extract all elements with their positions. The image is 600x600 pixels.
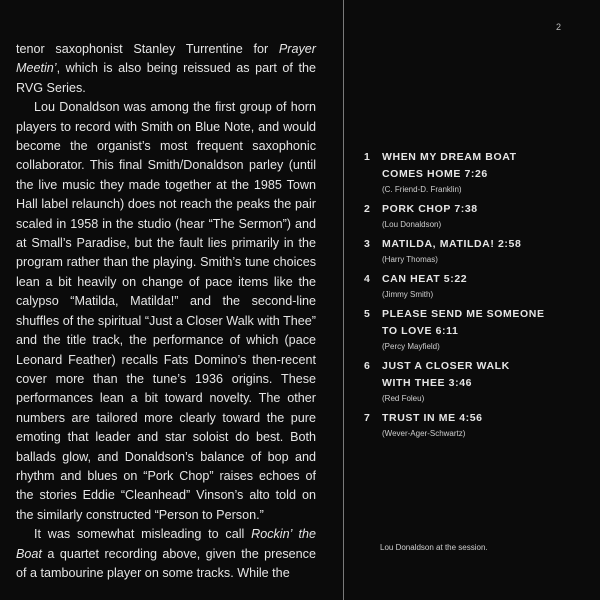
track-number: 2 (364, 203, 370, 215)
track-composer-credit: (Lou Donaldson) (382, 220, 442, 229)
tracklist (364, 149, 594, 445)
track-title-line: MATILDA, MATILDA! 2:58 (382, 238, 522, 250)
track-title (382, 271, 594, 288)
track-number: 3 (364, 238, 370, 250)
track-number: 5 (364, 308, 370, 320)
text-run: , which is also being reissued as part of the RVG Series. (16, 61, 316, 95)
italic-title-run: Prayer Meetin’ (16, 42, 316, 76)
track-title-line: TO LOVE 6:11 (382, 325, 459, 337)
track-title (382, 201, 594, 218)
track-item (364, 410, 594, 440)
text-run: tenor saxophonist Stanley Turrentine for (16, 42, 279, 56)
track-title (382, 306, 594, 340)
essay-paragraph (16, 40, 316, 98)
liner-notes-essay (16, 40, 316, 583)
track-title-line: PLEASE SEND ME SOMEONE (382, 308, 545, 320)
track-item (364, 236, 594, 266)
track-composer-credit: (Harry Thomas) (382, 255, 438, 264)
track-number: 6 (364, 360, 370, 372)
track-number: 1 (364, 151, 370, 163)
track-item (364, 201, 594, 231)
essay-paragraph (16, 98, 316, 525)
track-title-line: TRUST IN ME 4:56 (382, 412, 483, 424)
text-run: a quartet recording above, given the presence of a tambourine player on some tracks. While the (16, 546, 316, 580)
track-composer-credit: (Wever-Ager-Schwartz) (382, 429, 466, 438)
photo-caption: Lou Donaldson at the session. (380, 543, 488, 552)
track-item (364, 271, 594, 301)
text-run: It was somewhat misleading to call (34, 527, 252, 542)
track-title-line: JUST A CLOSER WALK (382, 360, 510, 372)
track-title (382, 358, 594, 392)
track-composer-credit: (C. Friend-D. Franklin) (382, 185, 462, 194)
track-item (364, 306, 594, 353)
track-title-line: PORK CHOP 7:38 (382, 203, 478, 215)
column-divider (343, 0, 344, 600)
italic-title-run: Rockin’ the Boat (16, 527, 316, 561)
track-title-line: CAN HEAT 5:22 (382, 273, 468, 285)
track-title-line: COMES HOME 7:26 (382, 168, 488, 180)
track-item (364, 149, 594, 196)
essay-paragraph (16, 525, 316, 583)
track-title (382, 410, 594, 427)
track-item (364, 358, 594, 405)
track-number: 4 (364, 273, 370, 285)
track-title (382, 149, 594, 183)
track-composer-credit: (Red Foleu) (382, 394, 425, 403)
page-mark: 2 (556, 22, 562, 32)
text-run: Lou Donaldson was among the first group of horn players to record with Smith on Blue Note, and would become the organist’s most frequent saxophonic collaborator. This final Smith/Donaldson parley (until the live music they made together at the 1985 Town Hall label relaunch) does not reach the peaks the pair scaled in 1958 in the studio (hear “The Sermon”) and at Small’s Paradise, but the fault lies primarily in the program rather than the playing. Smith’s tune choices lean a bit heavily on change of pace items like the calypso “Matilda, Matilda!” and the second-line shuffles of the spiritual “Just a Closer Walk with Thee” and the title track, the performance of which (pace Leonard Feather) recalls Fats Domino’s then-recent cover more than the tune’s 1936 origins. These performances lean a bit toward novelty. The other numbers are tailored more clearly toward the pure emoting that leader and star soloist do best. Both ballads glow, and Donaldson’s balance of bop and rhythm and blues on “Pork Chop” raises echoes of the stories Eddie “Cleanhead” Vinson’s alto told on the similarly constructed “Person to Person.” (16, 100, 316, 522)
track-composer-credit: (Percy Mayfield) (382, 342, 440, 351)
track-title (382, 236, 594, 253)
track-title-line: WITH THEE 3:46 (382, 377, 473, 389)
track-composer-credit: (Jimmy Smith) (382, 290, 434, 299)
track-number: 7 (364, 412, 370, 424)
track-title-line: WHEN MY DREAM BOAT (382, 151, 517, 163)
